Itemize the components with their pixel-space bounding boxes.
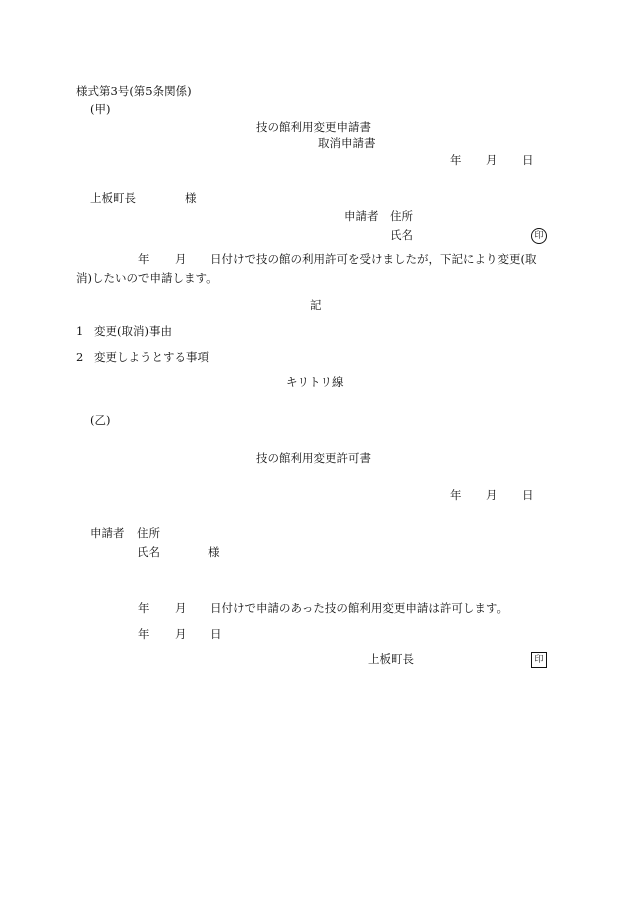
part-a-honorific: 様 bbox=[185, 191, 197, 205]
part-a-body-month: 月 bbox=[175, 252, 187, 266]
part-b-date-month: 月 bbox=[486, 488, 498, 502]
part-b-body-text: 日付けで申請のあった技の館利用変更申請は許可します。 bbox=[210, 601, 508, 615]
part-a-date-year: 年 bbox=[450, 153, 462, 167]
part-a-applicant-label: 申請者 bbox=[344, 209, 379, 223]
part-a-body-text-line2: 消)したいので申請します。 bbox=[76, 271, 218, 285]
part-b-applicant-label: 申請者 bbox=[90, 526, 125, 540]
part-a-item2-num: 2 bbox=[76, 350, 84, 364]
part-a-addressee: 上板町長 bbox=[90, 191, 136, 205]
part-b-name-label: 氏名 bbox=[137, 545, 160, 559]
part-a-name-label: 氏名 bbox=[390, 228, 413, 242]
part-a-ki: 記 bbox=[310, 298, 322, 312]
part-a-date-month: 月 bbox=[486, 153, 498, 167]
part-a-seal: 印 bbox=[531, 228, 547, 244]
part-a-title-line2: 取消申請書 bbox=[318, 136, 376, 150]
part-a-item1-text: 変更(取消)事由 bbox=[94, 324, 172, 338]
part-b-issue-year: 年 bbox=[138, 627, 150, 641]
part-b-date-day: 日 bbox=[522, 488, 534, 502]
part-b-honorific: 様 bbox=[208, 545, 220, 559]
form-number: 様式第3号(第5条関係) bbox=[76, 84, 192, 98]
part-a-marker: (甲) bbox=[90, 102, 111, 116]
part-b-issue-day: 日 bbox=[210, 627, 222, 641]
part-a-item1-num: 1 bbox=[76, 324, 84, 338]
part-b-marker: (乙) bbox=[90, 413, 111, 427]
part-b-body-month: 月 bbox=[175, 601, 187, 615]
part-a-address-label: 住所 bbox=[390, 209, 413, 223]
part-b-address-label: 住所 bbox=[137, 526, 160, 540]
cut-line-label: キリトリ線 bbox=[286, 375, 344, 389]
part-a-date-day: 日 bbox=[522, 153, 534, 167]
part-a-body-year: 年 bbox=[138, 252, 150, 266]
part-b-date-year: 年 bbox=[450, 488, 462, 502]
part-a-item2-text: 変更しようとする事項 bbox=[94, 350, 209, 364]
part-b-issue-month: 月 bbox=[175, 627, 187, 641]
part-b-seal: 印 bbox=[531, 652, 547, 668]
part-a-title-line1: 技の館利用変更申請書 bbox=[256, 120, 371, 134]
part-a-body-text-line1: 日付けで技の館の利用許可を受けましたが，下記により変更(取 bbox=[210, 252, 537, 266]
part-b-body-year: 年 bbox=[138, 601, 150, 615]
part-b-title: 技の館利用変更許可書 bbox=[256, 451, 371, 465]
part-b-issuer: 上板町長 bbox=[368, 652, 414, 666]
